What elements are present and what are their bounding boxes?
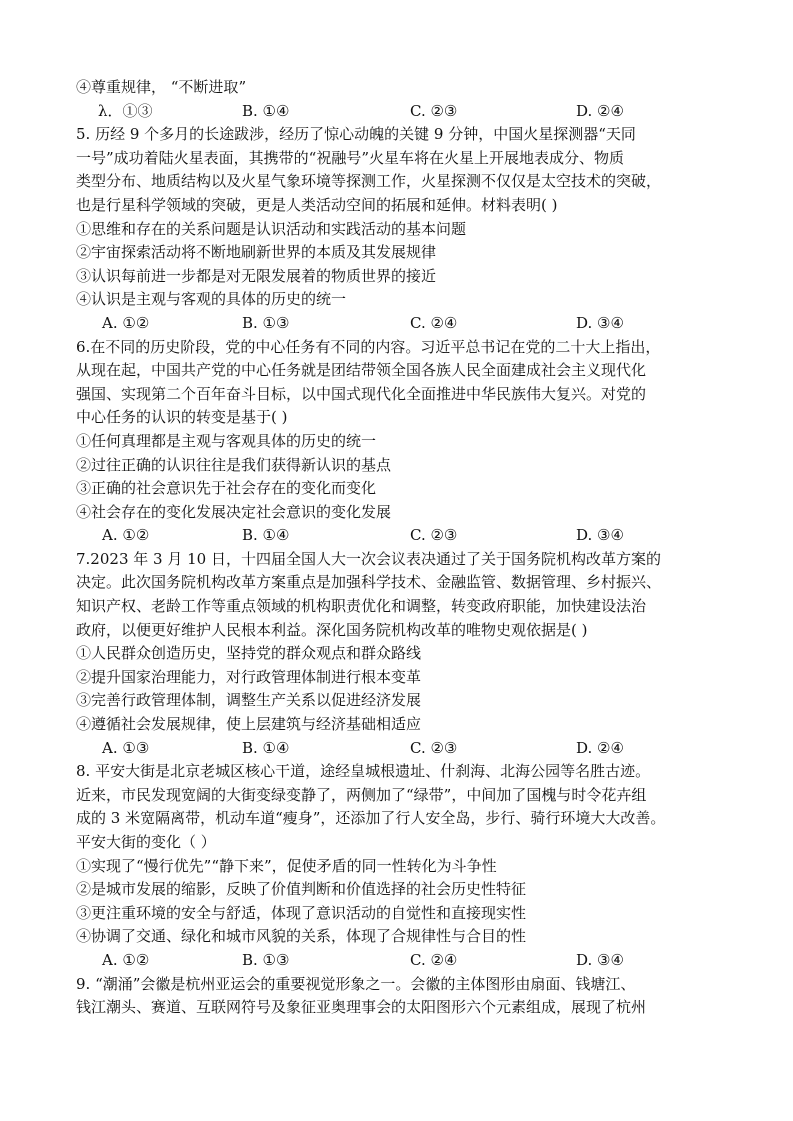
question-7-stem-line: 7.2023 年 3 月 10 日，十四届全国人大一次会议表决通过了关于国务院机构改革方案的 xyxy=(76,549,661,568)
question-8-stem-line: 8. 平安大街是北京老城区核心干道，途经皇城根遗址、什刹海、北海公园等名胜古迹。 xyxy=(76,762,651,781)
question-7-item-4: ④遵循社会发展规律，使上层建筑与经济基础相适应 xyxy=(76,715,422,734)
question-6-stem-line: 中心任务的认识的转变是基于( ) xyxy=(76,408,288,427)
option-b[interactable]: B. ①④ xyxy=(242,526,290,545)
question-7-item-3: ③完善行政管理体制，调整生产关系以促进经济发展 xyxy=(76,691,422,710)
question-9 xyxy=(76,973,726,1020)
option-c[interactable]: C. ②③ xyxy=(410,526,458,545)
question-8-stem-line: 近来，市民发现宽阔的大街变绿变静了，两侧加了“绿带”，中间加了国槐与时令花卉组 xyxy=(76,785,647,804)
question-6-stem-line: 强国、实现第二个百年奋斗目标，以中国式现代化全面推进中华民族伟大复兴。对党的 xyxy=(76,384,647,403)
question-7-item-2: ②提升国家治理能力，对行政管理体制进行根本变革 xyxy=(76,667,422,686)
question-8-item-1: ①实现了“慢行优先”“静下来”，促使矛盾的同一性转化为斗争性 xyxy=(76,856,497,875)
question-8-item-4: ④协调了交通、绿化和城市风貌的关系，体现了合规律性与合目的性 xyxy=(76,927,527,946)
question-5-stem-line: 类型分布、地质结构以及火星气象环境等探测工作，火星探测不仅仅是太空技术的突破， xyxy=(76,172,662,191)
question-4-item-4: ④尊重规律， “不断进取” xyxy=(76,78,247,96)
question-6-stem-line: 从现在起，中国共产党的中心任务就是团结带领全国各族人民全面建成社会主义现代化 xyxy=(76,361,647,380)
option-c[interactable]: C. ②③ xyxy=(410,101,458,120)
question-6-item-3: ③正确的社会意识先于社会存在的变化而变化 xyxy=(76,479,377,498)
question-9-stem-line: 钱江潮头、赛道、互联网符号及象征亚奥理事会的太阳图形六个元素组成，展现了杭州 xyxy=(76,998,647,1017)
option-d[interactable]: D. ②④ xyxy=(576,101,624,120)
question-6 xyxy=(76,336,726,548)
question-4-options xyxy=(76,100,726,124)
question-5-stem-line: 5. 历经 9 个多月的长途跋涉，经历了惊心动魄的关键 9 分钟，中国火星探测器“天同 xyxy=(76,125,636,144)
question-5 xyxy=(76,123,726,335)
option-a[interactable]: A. ①② xyxy=(102,526,150,545)
question-7-stem-line: 知识产权、老龄工作等重点领域的机构职责优化和调整，转变政府职能，加快建设法治 xyxy=(76,597,647,616)
option-a[interactable]: A. ①② xyxy=(102,950,150,969)
question-5-options xyxy=(76,312,726,336)
option-d[interactable]: D. ③④ xyxy=(576,950,624,969)
question-9-stem-line: 9. “潮涌”会徽是杭州亚运会的重要视觉形象之一。会徽的主体图形由扇面、钱塘江、 xyxy=(76,974,636,993)
question-4-tail xyxy=(76,76,726,123)
question-6-item-4: ④社会存在的变化发展决定社会意识的变化发展 xyxy=(76,502,392,521)
question-5-item-2: ②宇宙探索活动将不断地刷新世界的本质及其发展规律 xyxy=(76,243,437,262)
question-6-stem-line: 6.在不同的历史阶段，党的中心任务有不同的内容。习近平总书记在党的二十大上指出， xyxy=(76,337,661,356)
option-d[interactable]: D. ②④ xyxy=(576,738,624,757)
question-7-options xyxy=(76,737,726,761)
question-8-stem-line: 成的 3 米宽隔离带，机动车道“瘦身”，还添加了行人安全岛，步行、骑行环境大大改善。 xyxy=(76,809,666,828)
question-8-stem-line: 平安大街的变化（ ） xyxy=(76,833,216,851)
option-b[interactable]: B. ①④ xyxy=(242,101,290,120)
option-d[interactable]: D. ③④ xyxy=(576,526,624,545)
question-7-stem-line: 政府，以便更好维护人民根本利益。深化国务院机构改革的唯物史观依据是( ) xyxy=(76,620,588,639)
question-8-item-3: ③更注重环境的安全与舒适，体现了意识活动的自觉性和直接现实性 xyxy=(76,903,527,922)
question-5-stem-line: 一号”成功着陆火星表面，其携带的“祝融号”火星车将在火星上开展地表成分、物质 xyxy=(76,148,625,167)
option-b[interactable]: B. ①③ xyxy=(242,313,290,332)
question-5-item-1: ①思维和存在的关系问题是认识活动和实践活动的基本问题 xyxy=(76,219,467,238)
question-6-options xyxy=(76,524,726,548)
option-a[interactable]: A. ①② xyxy=(102,313,150,332)
question-8-item-2: ②是城市发展的缩影，反映了价值判断和价值选择的社会历史性特征 xyxy=(76,880,527,899)
option-a[interactable]: A. ①③ xyxy=(102,738,150,757)
question-8-options xyxy=(76,949,726,973)
question-7-item-1: ①人民群众创造历史，坚持党的群众观点和群众路线 xyxy=(76,644,422,663)
option-a[interactable]: λ．①③ xyxy=(98,101,153,120)
option-b[interactable]: B. ①④ xyxy=(242,738,290,757)
option-b[interactable]: B. ①③ xyxy=(242,950,290,969)
option-c[interactable]: C. ②③ xyxy=(410,738,458,757)
question-5-item-4: ④认识是主观与客观的具体的历史的统一 xyxy=(76,290,347,309)
question-5-item-3: ③认识每前进一步都是对无限发展着的物质世界的接近 xyxy=(76,266,437,285)
document-body xyxy=(76,76,726,1020)
question-8 xyxy=(76,760,726,972)
question-7 xyxy=(76,548,726,760)
question-5-stem-line: 也是行星科学领域的突破，更是人类活动空间的拓展和延伸。材料表明( ) xyxy=(76,195,558,214)
question-6-item-2: ②过往正确的认识往往是我们获得新认识的基点 xyxy=(76,455,392,474)
option-c[interactable]: C. ②④ xyxy=(410,950,458,969)
question-6-item-1: ①任何真理都是主观与客观具体的历史的统一 xyxy=(76,431,377,450)
option-c[interactable]: C. ②④ xyxy=(410,313,458,332)
question-7-stem-line: 决定。此次国务院机构改革方案重点是加强科学技术、金融监管、数据管理、乡村振兴、 xyxy=(76,573,662,592)
option-d[interactable]: D. ③④ xyxy=(576,313,624,332)
